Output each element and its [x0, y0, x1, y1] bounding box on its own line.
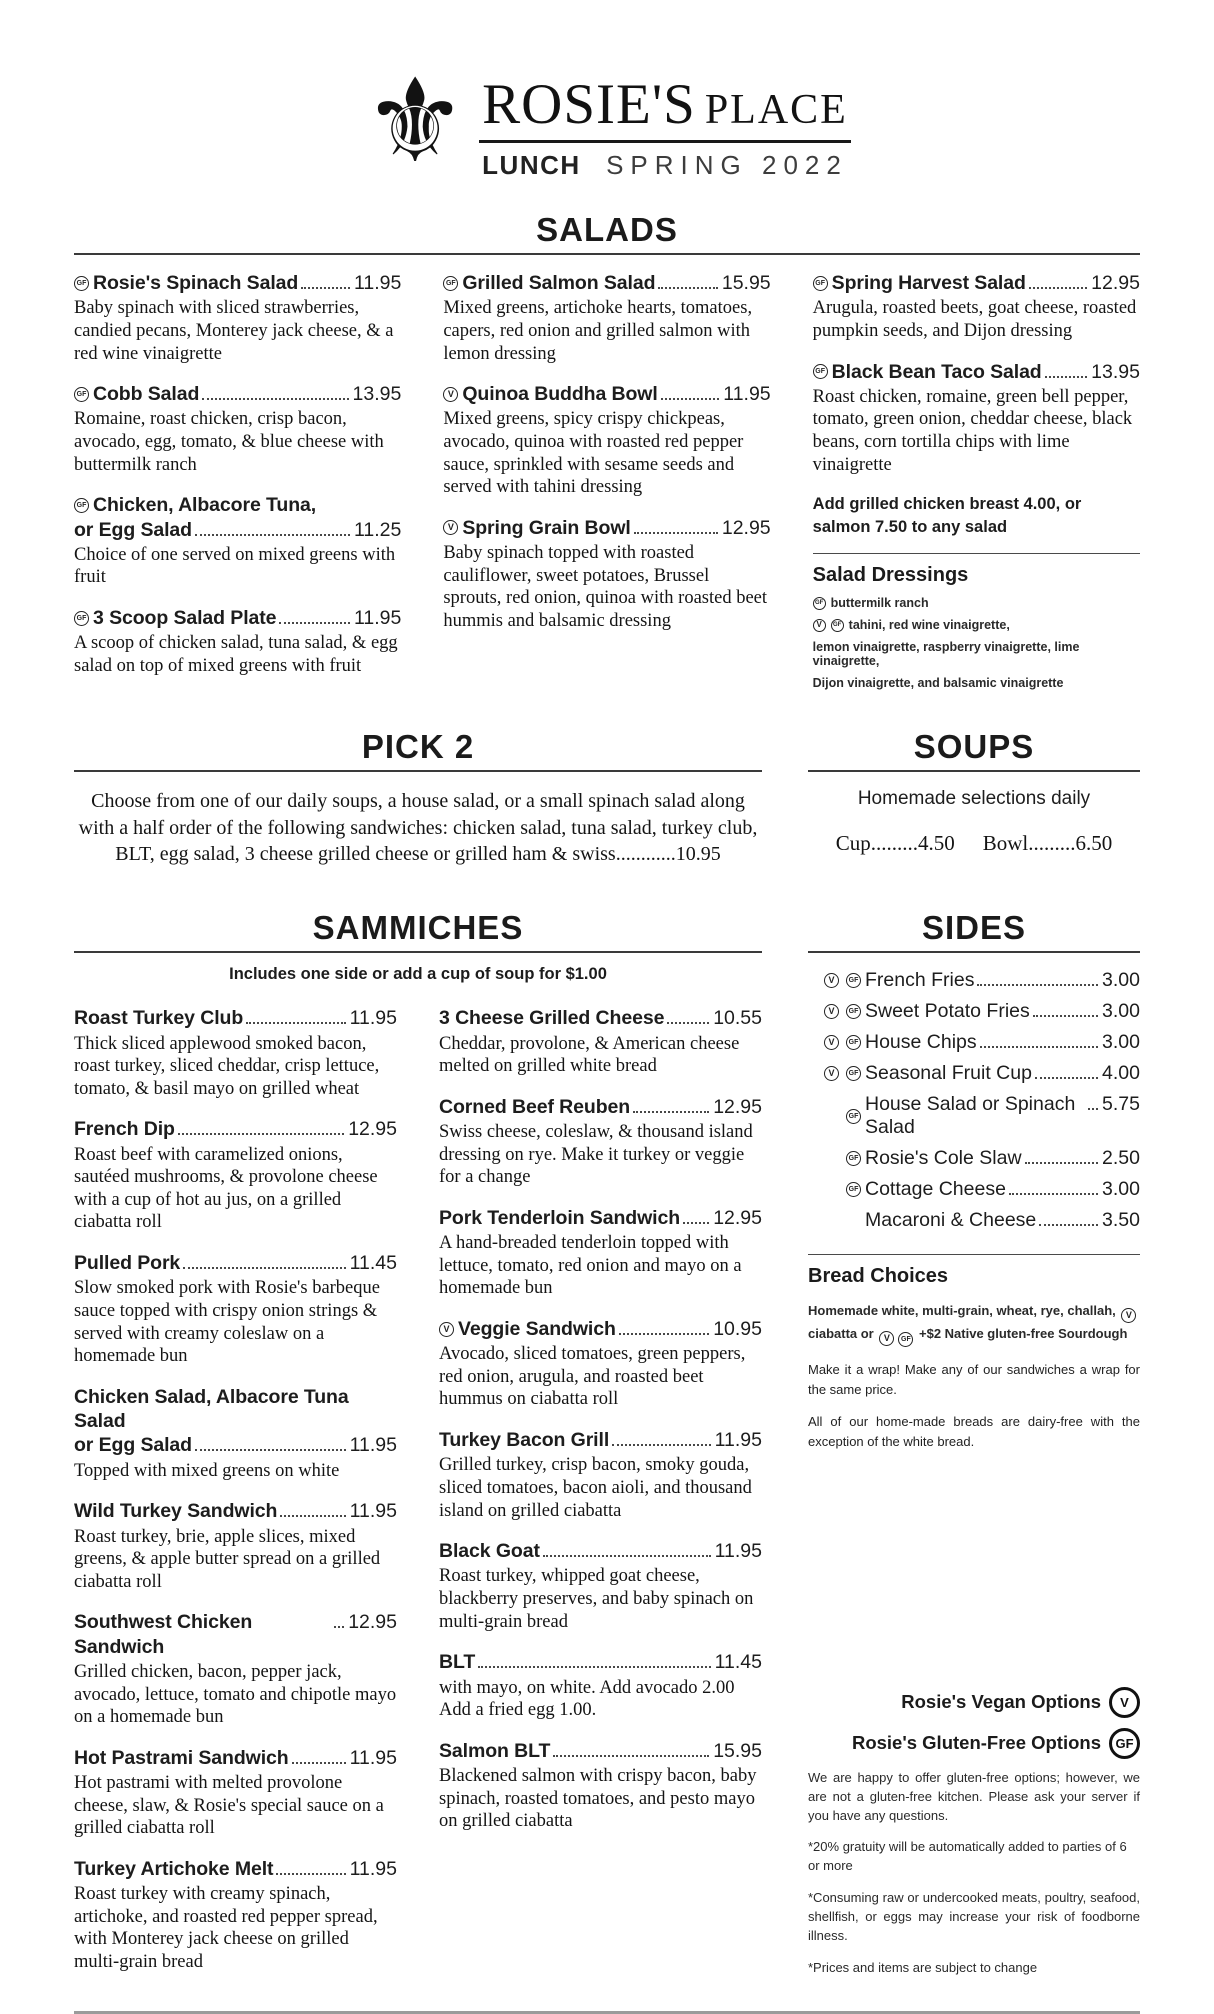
gf-badge-icon: GF [1109, 1728, 1140, 1759]
side-price: 3.00 [1102, 1000, 1140, 1023]
dotted-leader [612, 1444, 711, 1446]
sammiches-col-1 [74, 1006, 397, 1990]
dotted-leader [977, 984, 1098, 986]
gf-badge-icon: GF [846, 1151, 861, 1166]
prices-note: *Prices and items are subject to change [808, 1959, 1038, 1975]
item-price: 10.55 [713, 1007, 762, 1030]
dotted-leader [1009, 1193, 1098, 1195]
gf-badge-icon: GF [846, 1109, 861, 1124]
menu-item [74, 1857, 397, 1974]
item-description: Grilled chicken, bacon, pepper jack, avocado, lettuce, tomato and chipotle mayo on a homemade bun [74, 1662, 397, 1728]
divider [813, 553, 1140, 554]
item-price: 13.95 [352, 383, 402, 406]
menu-item [813, 271, 1140, 343]
salads-title: SALADS [536, 211, 678, 248]
menu-item [439, 1539, 762, 1633]
item-name: Turkey Artichoke Melt [74, 1857, 274, 1880]
salad-addons-note: Add grilled chicken breast 4.00, or salmon 7.50 to any salad [812, 495, 1082, 537]
section-rule [74, 253, 1140, 255]
bottom-row [74, 909, 1140, 1990]
menu-item [74, 1117, 397, 1234]
item-price: 12.95 [713, 1095, 762, 1118]
side-name: French Fries [865, 969, 975, 992]
brand-main: ROSIE'S [482, 73, 696, 136]
item-name: Cobb Salad [93, 383, 200, 406]
side-name: House Chips [865, 1031, 977, 1054]
dressing-text: Dijon vinaigrette, and balsamic vinaigrette [812, 676, 1064, 691]
fleur-de-lis-logo-icon: ⚜ [363, 53, 468, 189]
dotted-leader [301, 287, 350, 289]
item-description: Romaine, roast chicken, crisp bacon, avocado, egg, tomato, & blue cheese with buttermilk ranch [74, 409, 384, 475]
section-rule [74, 770, 762, 772]
gf-badge-icon: GF [443, 276, 458, 291]
dotted-leader [1035, 1077, 1098, 1079]
item-name-line2: or Egg Salad [74, 1434, 192, 1457]
item-description: A scoop of chicken salad, tuna salad, & egg salad on top of mixed greens with fruit [74, 633, 398, 676]
item-name: Salmon BLT [439, 1739, 551, 1762]
edition-season: SPRING 2022 [606, 150, 848, 180]
header [74, 53, 1140, 189]
legend-and-disclaimers [808, 1687, 1140, 1991]
salads-section [74, 211, 1140, 698]
item-name: Corned Beef Reuben [439, 1095, 631, 1118]
dotted-leader [334, 1626, 344, 1628]
gf-badge-icon: GF [74, 276, 89, 291]
item-description: Avocado, sliced tomatoes, green peppers, red onion, arugula, and roasted beet hummus on ciabatta roll [439, 1344, 746, 1410]
item-price: 12.95 [713, 1206, 762, 1229]
consumption-warning: *Consuming raw or undercooked meats, poultry, seafood, shellfish, or eggs may increase your risk of foodborne illness. [808, 1890, 1140, 1943]
item-price: 11.95 [714, 1429, 762, 1451]
bottom-rule [74, 2011, 1140, 2014]
gf-badge-icon: GF [74, 387, 89, 402]
side-name: Macaroni & Cheese [865, 1209, 1037, 1232]
section-rule [808, 951, 1140, 953]
item-name: Spring Harvest Salad [831, 272, 1026, 294]
side-name: Rosie's Cole Slaw [865, 1147, 1022, 1170]
edition-meal: LUNCH [482, 150, 581, 180]
dotted-leader [183, 1267, 345, 1269]
side-price: 2.50 [1102, 1147, 1140, 1170]
side-item [808, 1209, 1140, 1232]
vegan-badge-icon: V [1109, 1687, 1140, 1718]
item-description: Slow smoked pork with Rosie's barbeque sauce topped with crispy onion strings & served with creamy coleslaw on a homemade bun [74, 1278, 380, 1367]
item-price: 11.45 [349, 1252, 397, 1274]
menu-item [439, 1206, 762, 1300]
item-description: A hand-breaded tenderloin topped with lettuce, tomato, red onion and mayo on a homemade bun [439, 1233, 742, 1299]
item-description: Baby spinach topped with roasted cauliflower, sweet potatoes, Brussel sprouts, red onion, quinoa with roasted beet hummis and balsamic dressing [443, 543, 768, 631]
salads-col-1 [74, 271, 401, 698]
item-description: Mixed greens, artichoke hearts, tomatoes, capers, red onion and grilled salmon with lemon dressing [443, 298, 753, 364]
pick2-title: PICK 2 [361, 728, 475, 766]
item-description: Blackened salmon with crispy bacon, baby spinach, roasted tomatoes, and pesto mayo on grilled ciabatta [439, 1766, 757, 1832]
dotted-leader [202, 398, 348, 400]
salads-col-2 [443, 271, 770, 698]
dotted-leader [553, 1755, 709, 1757]
item-description: Hot pastrami with melted provolone cheese, slaw, & Rosie's special sauce on a grilled ciabatta roll [74, 1773, 384, 1839]
side-item [808, 1031, 1140, 1054]
dotted-leader [1033, 1015, 1098, 1017]
brand-block [479, 72, 851, 181]
menu-item [74, 1499, 397, 1593]
side-item [808, 1147, 1140, 1170]
item-description: Roast chicken, romaine, green bell pepper, tomato, green onion, cheddar cheese, black beans, corn tortilla chips with lime vinaigrette [812, 386, 1133, 475]
dotted-leader [478, 1666, 710, 1668]
menu-item [443, 382, 770, 499]
brand-sub: PLACE [704, 87, 848, 133]
bread-text: ciabatta or [808, 1326, 874, 1342]
menu-item [74, 271, 401, 365]
gf-badge-icon: GF [846, 1004, 861, 1019]
divider [808, 1254, 1140, 1255]
item-price: 11.95 [353, 272, 402, 294]
dressing-text: buttermilk ranch [830, 596, 929, 611]
side-price: 3.00 [1102, 1031, 1140, 1054]
item-name-line2: or Egg Salad [74, 518, 192, 541]
item-name: Hot Pastrami Sandwich [74, 1746, 289, 1769]
soup-cup-price: Cup.........4.50 [835, 831, 955, 856]
item-description: Arugula, roasted beets, goat cheese, roasted pumpkin seeds, and Dijon dressing [812, 298, 1137, 341]
vegan-badge-icon: V [443, 520, 458, 535]
bread-choices-section [808, 1240, 1140, 1464]
menu-item [74, 382, 401, 476]
side-name: Seasonal Fruit Cup [865, 1062, 1032, 1085]
side-name: Cottage Cheese [865, 1178, 1006, 1201]
item-name: Black Goat [439, 1540, 540, 1563]
gf-badge-icon: GF [846, 1035, 861, 1050]
item-name: French Dip [74, 1118, 175, 1141]
vegan-badge-icon: V [879, 1331, 894, 1346]
item-price: 11.95 [349, 1500, 397, 1523]
mid-row [74, 728, 1140, 877]
vegan-badge-icon: V [1121, 1308, 1136, 1323]
section-rule [74, 951, 762, 953]
menu-item [74, 1746, 397, 1840]
item-description: Thick sliced applewood smoked bacon, roast turkey, sliced cheddar, crisp lettuce, tomato, & basil mayo on grilled wheat [74, 1033, 380, 1099]
side-name: Sweet Potato Fries [865, 1000, 1030, 1023]
gluten-free-legend-label: Rosie's Gluten-Free Options [851, 1732, 1101, 1754]
item-price: 11.95 [723, 383, 771, 406]
dotted-leader [543, 1555, 711, 1557]
dressing-line [813, 596, 1140, 610]
gluten-free-legend [808, 1728, 1140, 1759]
menu-edition [479, 150, 851, 181]
item-price: 12.95 [721, 516, 771, 539]
right-column [808, 909, 1140, 1990]
menu-item [439, 1317, 762, 1411]
soups-title: SOUPS [913, 728, 1035, 766]
dotted-leader [246, 1022, 346, 1024]
side-item [808, 969, 1140, 992]
soup-bowl-price: Bowl.........6.50 [982, 831, 1113, 856]
dotted-leader [1045, 376, 1088, 378]
dotted-leader [1039, 1224, 1098, 1226]
item-name: Veggie Sandwich [458, 1317, 616, 1340]
item-price: 11.95 [353, 607, 402, 629]
dotted-leader [279, 622, 350, 624]
item-name: Pork Tenderloin Sandwich [439, 1206, 681, 1229]
item-name: Rosie's Spinach Salad [93, 272, 299, 294]
soups-section [808, 728, 1140, 877]
dressing-line [813, 618, 1140, 632]
sammiches-subtitle: Includes one side or add a cup of soup for $1.00 [229, 965, 607, 984]
dotted-leader [195, 1449, 346, 1451]
pick2-description: Choose from one of our daily soups, a house salad, or a small spinach salad along with a half order of the following sandwiches: chicken salad, tuna salad, turkey club, BLT, egg salad, 3 cheese grilled cheese or grilled ham & swiss............10.95 [78, 790, 758, 866]
item-price: 11.95 [714, 1540, 762, 1563]
side-name: House Salad or Spinach Salad [865, 1093, 1076, 1139]
gf-badge-icon: GF [846, 1066, 861, 1081]
section-rule [808, 770, 1140, 772]
item-description: Cheddar, provolone, & American cheese melted on grilled white bread [439, 1033, 740, 1077]
dressing-text: tahini, red wine vinaigrette, [848, 618, 1010, 633]
dotted-leader [667, 1022, 709, 1024]
item-name: Pulled Pork [74, 1252, 181, 1274]
bread-list [808, 1300, 1140, 1347]
dotted-leader [633, 1111, 709, 1113]
item-price: 11.95 [349, 1434, 397, 1457]
gratuity-note: *20% gratuity will be automatically added to parties of 6 or more [808, 1839, 1127, 1874]
side-item [808, 1093, 1140, 1139]
dotted-leader [1025, 1162, 1099, 1164]
gf-badge-icon: GF [846, 1182, 861, 1197]
item-price: 11.95 [349, 1007, 397, 1030]
gf-badge-icon: GF [846, 973, 861, 988]
dressing-line [813, 676, 1140, 690]
item-description: Swiss cheese, coleslaw, & thousand island dressing on rye. Make it turkey or veggie for a change [439, 1122, 753, 1188]
gf-badge-icon: GF [813, 276, 828, 291]
side-price: 5.75 [1102, 1093, 1140, 1116]
item-name: Spring Grain Bowl [462, 516, 631, 539]
item-name: Grilled Salmon Salad [462, 272, 656, 294]
dotted-leader [178, 1133, 344, 1135]
vegan-badge-icon: V [813, 619, 826, 632]
gf-badge-icon: GF [831, 619, 844, 632]
salads-col-3 [813, 271, 1140, 698]
dotted-leader [1088, 1108, 1098, 1110]
menu-item [439, 1428, 762, 1522]
dotted-leader [280, 1515, 345, 1517]
item-price: 10.95 [713, 1317, 762, 1340]
dotted-leader [195, 534, 350, 536]
side-item [808, 1062, 1140, 1085]
vegan-legend [808, 1687, 1140, 1718]
item-name: Turkey Bacon Grill [439, 1429, 610, 1451]
sammiches-col-2 [439, 1006, 762, 1990]
item-price: 13.95 [1091, 360, 1140, 383]
item-description: Choice of one served on mixed greens with fruit [74, 544, 396, 588]
item-description: Mixed greens, spicy crispy chickpeas, avocado, quinoa with roasted red pepper sauce, sprinkled with sesame seeds and served with tahini dressing [443, 409, 744, 498]
item-price: 15.95 [721, 272, 771, 294]
side-price: 3.00 [1102, 969, 1140, 992]
menu-item [439, 1650, 762, 1722]
item-name: Chicken Salad, Albacore Tuna Salad [74, 1385, 349, 1432]
item-price: 12.95 [348, 1118, 397, 1141]
salad-dressings-title: Salad Dressings [812, 564, 969, 587]
menu-item [439, 1095, 762, 1189]
item-price: 11.25 [353, 518, 402, 541]
dairy-free-note: All of our home-made breads are dairy-free with the exception of the white bread. [808, 1414, 1140, 1449]
vegan-badge-icon: V [824, 1066, 839, 1081]
menu-item [74, 1610, 397, 1728]
side-price: 3.00 [1102, 1178, 1140, 1201]
menu-item [443, 516, 770, 633]
dressing-text: lemon vinaigrette, raspberry vinaigrette, lime vinaigrette, [812, 640, 1080, 669]
sammiches-columns [74, 1006, 762, 1990]
menu-item [74, 1385, 397, 1483]
gf-badge-icon: GF [813, 597, 826, 610]
menu-item [74, 606, 401, 678]
bread-text: Homemade white, multi-grain, wheat, rye, challah, [808, 1303, 1116, 1319]
dotted-leader [661, 398, 720, 400]
item-name: 3 Scoop Salad Plate [93, 607, 277, 629]
menu-item [74, 1251, 397, 1368]
dotted-leader [634, 532, 718, 534]
item-price: 12.95 [348, 1611, 397, 1634]
dotted-leader [683, 1222, 709, 1224]
vegan-badge-icon: V [824, 1004, 839, 1019]
item-description: Grilled turkey, crisp bacon, smoky gouda, sliced tomatoes, bacon aioli, and thousand island on grilled ciabatta [439, 1455, 752, 1521]
item-price: 11.45 [714, 1651, 762, 1674]
wrap-note: Make it a wrap! Make any of our sandwiches a wrap for the same price. [808, 1362, 1140, 1397]
side-item [808, 1000, 1140, 1023]
item-name: Quinoa Buddha Bowl [462, 383, 658, 406]
gf-badge-icon: GF [74, 611, 89, 626]
pick2-section [74, 728, 762, 877]
gf-badge-icon: GF [813, 364, 828, 379]
dotted-leader [1029, 287, 1087, 289]
item-price: 11.95 [349, 1857, 397, 1880]
menu-item [439, 1739, 762, 1833]
menu-item [813, 360, 1140, 477]
dotted-leader [619, 1333, 709, 1335]
brand-name [479, 72, 851, 143]
bread-choices-title: Bread Choices [808, 1265, 949, 1288]
soups-prices [808, 831, 1140, 856]
menu-item [74, 493, 401, 589]
vegan-badge-icon: V [824, 973, 839, 988]
vegan-badge-icon: V [824, 1035, 839, 1050]
item-name: Southwest Chicken Sandwich [74, 1611, 253, 1658]
gf-badge-icon: GF [898, 1332, 913, 1347]
vegan-badge-icon: V [439, 1322, 454, 1337]
sammiches-section [74, 909, 762, 1990]
vegan-badge-icon: V [443, 387, 458, 402]
menu-item [74, 1006, 397, 1100]
item-description: Roast beef with caramelized onions, sautéed mushrooms, & provolone cheese with a cup of hot au jus, on a grilled ciabatta roll [74, 1144, 378, 1233]
item-description-line2: Add a fried egg 1.00. [439, 1700, 597, 1721]
side-item [808, 1178, 1140, 1201]
item-price: 11.95 [349, 1746, 397, 1769]
item-description: Topped with mixed greens on white [74, 1460, 340, 1481]
menu-item [439, 1006, 762, 1078]
item-price: 15.95 [713, 1739, 762, 1762]
sides-section [808, 909, 1140, 1240]
dressing-line [813, 640, 1140, 668]
dotted-leader [658, 287, 717, 289]
item-name: Black Bean Taco Salad [831, 360, 1042, 383]
gf-badge-icon: GF [74, 498, 89, 513]
soups-subtitle: Homemade selections daily [857, 788, 1091, 810]
item-price: 12.95 [1091, 272, 1140, 294]
item-name: Chicken, Albacore Tuna, [93, 494, 317, 517]
item-name: BLT [439, 1651, 476, 1674]
item-description: Roast turkey, brie, apple slices, mixed greens, & apple butter spread on a grilled ciabatta roll [74, 1526, 381, 1592]
dotted-leader [980, 1046, 1098, 1048]
vegan-legend-label: Rosie's Vegan Options [901, 1691, 1101, 1713]
salads-columns [74, 271, 1140, 698]
dotted-leader [292, 1762, 346, 1764]
item-name: 3 Cheese Grilled Cheese [439, 1007, 665, 1030]
item-description: with mayo, on white. Add avocado 2.00 [439, 1677, 735, 1698]
item-description: Roast turkey with creamy spinach, artichoke, and roasted red pepper spread, with Monterey jack cheese on grilled multi-grain bread [74, 1884, 378, 1972]
item-name: Roast Turkey Club [74, 1007, 244, 1030]
side-price: 4.00 [1102, 1062, 1140, 1085]
bread-text: +$2 Native gluten-free Sourdough [919, 1326, 1128, 1342]
dotted-leader [276, 1873, 345, 1875]
item-name: Wild Turkey Sandwich [74, 1500, 278, 1523]
item-description: Roast turkey, whipped goat cheese, blackberry preserves, and baby spinach on multi-grain bread [439, 1566, 754, 1632]
sides-title: SIDES [921, 909, 1027, 947]
sammiches-title: SAMMICHES [312, 909, 524, 947]
side-price: 3.50 [1102, 1209, 1140, 1232]
gluten-free-disclaimer: We are happy to offer gluten-free options; however, we are not a gluten-free kitchen. Please ask your server if you have any questions. [808, 1769, 1140, 1823]
item-description: Baby spinach with sliced strawberries, candied pecans, Monterey jack cheese, & a red wine vinaigrette [74, 298, 394, 364]
menu-item [443, 271, 770, 365]
